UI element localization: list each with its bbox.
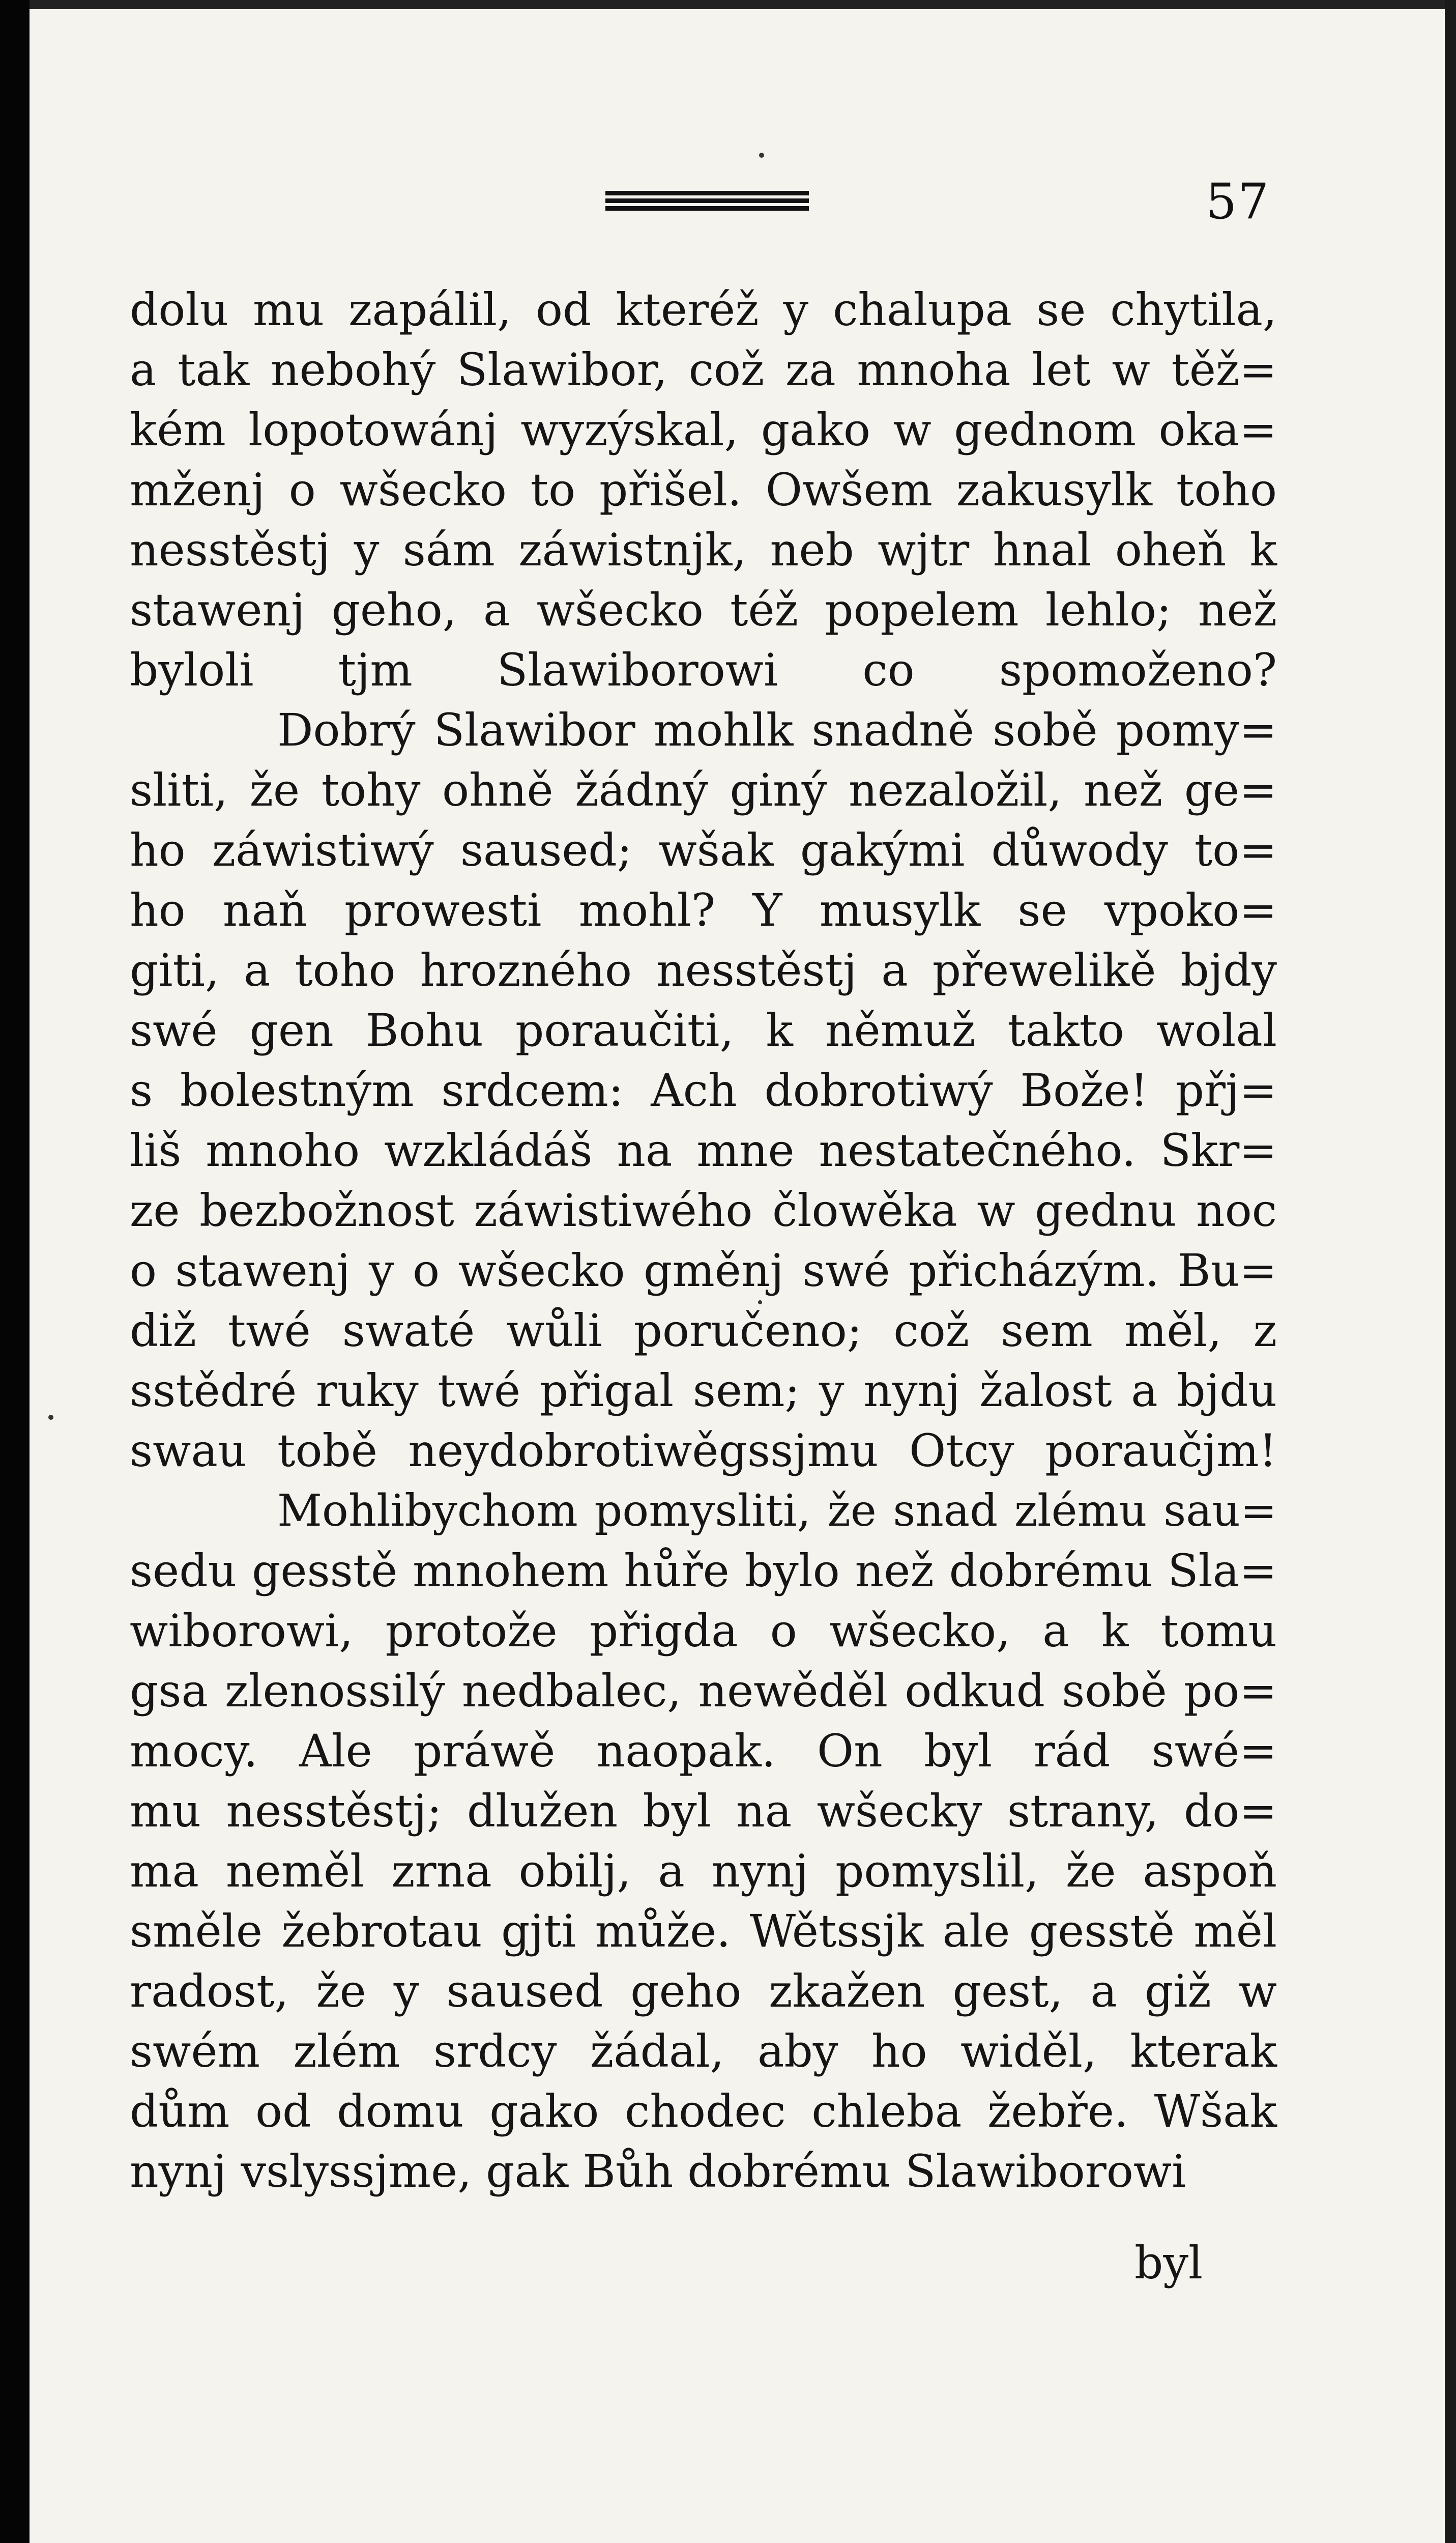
text-line: dům od domu gako chodec chleba žebře. Wšak (130, 2085, 1277, 2137)
header-ornament (605, 191, 809, 211)
text-line: nesstěstj y sám záwistnjk, neb wjtr hnal oheň k (130, 524, 1277, 576)
text-line: giti, a toho hrozného nesstěstj a přewelikě bjdy (130, 944, 1277, 996)
text-line: swé gen Bohu poraučiti, k němuž takto wolal (130, 1004, 1277, 1056)
text-line: ho záwistiwý saused; wšak gakými důwody to= (130, 824, 1277, 876)
scan-edge-top (0, 0, 1456, 9)
text-line: dolu mu zapálil, od kteréž y chalupa se chytila, (130, 283, 1277, 336)
text-line: sstědré ruky twé přigal sem; y nynj žalost a bjdu (130, 1364, 1277, 1417)
text-line: ma neměl zrna obilj, a nynj pomyslil, že aspoň (130, 1845, 1277, 1897)
text-line: sliti, že tohy ohně žádný giný nezaložil, než ge= (130, 764, 1277, 816)
text-line: radost, že y saused geho zkažen gest, a giž w (130, 1965, 1277, 2017)
text-line: byloli tjm Slawiborowi co spomoženo? (130, 644, 1277, 696)
scan-edge-right (1445, 0, 1456, 2543)
text-line: swém zlém srdcy žádal, aby ho widěl, kterak (130, 2025, 1277, 2077)
text-line: směle žebrotau gjti může. Wětssjk ale gesstě měl (130, 1905, 1277, 1957)
text-line: liš mnoho wzkládáš na mne nestatečného. Skr= (130, 1124, 1277, 1177)
text-line: sedu gesstě mnohem hůře bylo než dobrému Sla= (130, 1545, 1277, 1597)
text-line: Mohlibychom pomysliti, že snad zlému sau= (277, 1485, 1277, 1536)
text-line: nynj vslyssjme, gak Bůh dobrému Slawiborowi (130, 2145, 1186, 2197)
text-line: mocy. Ale práwě naopak. On byl rád swé= (130, 1725, 1277, 1777)
text-line: wiborowi, protože přigda o wšecko, a k tomu (130, 1605, 1277, 1657)
page-number: 57 (1206, 173, 1270, 230)
text-line: mženj o wšecko to přišel. Owšem zakusylk toho (130, 464, 1277, 516)
text-line: swau tobě neydobrotiwěgssjmu Otcy poraučjm! (130, 1424, 1277, 1477)
text-line: kém lopotowánj wyzýskal, gako w gednom oka= (130, 404, 1277, 456)
scan-speck (759, 153, 764, 158)
text-line: ho naň prowesti mohl? Y musylk se vpoko= (130, 884, 1277, 936)
text-line: s bolestným srdcem: Ach dobrotiwý Bože! přj= (130, 1064, 1277, 1117)
scan-edge-left (0, 0, 30, 2543)
catchword: byl (1134, 2237, 1203, 2289)
text-line: mu nesstěstj; dlužen byl na wšecky strany, do= (130, 1785, 1277, 1837)
body-text (130, 280, 1277, 2202)
text-line: a tak nebohý Slawibor, což za mnoha let w těž= (130, 344, 1277, 396)
text-line: o stawenj y o wšecko gměnj swé přicházým. Bu= (130, 1244, 1277, 1297)
text-line: diž twé swaté wůli poručeno; což sem měl, z (130, 1304, 1277, 1357)
text-line: ze bezbožnost záwistiwého člowěka w gednu noc (130, 1184, 1277, 1237)
text-line: Dobrý Slawibor mohlk snadně sobě pomy= (277, 704, 1277, 756)
scan-speck (48, 1415, 53, 1420)
text-line: stawenj geho, a wšecko též popelem lehlo; než (130, 584, 1277, 636)
text-line: gsa zlenossilý nedbalec, newěděl odkud sobě po= (130, 1665, 1277, 1717)
scan-speck (758, 1300, 762, 1304)
